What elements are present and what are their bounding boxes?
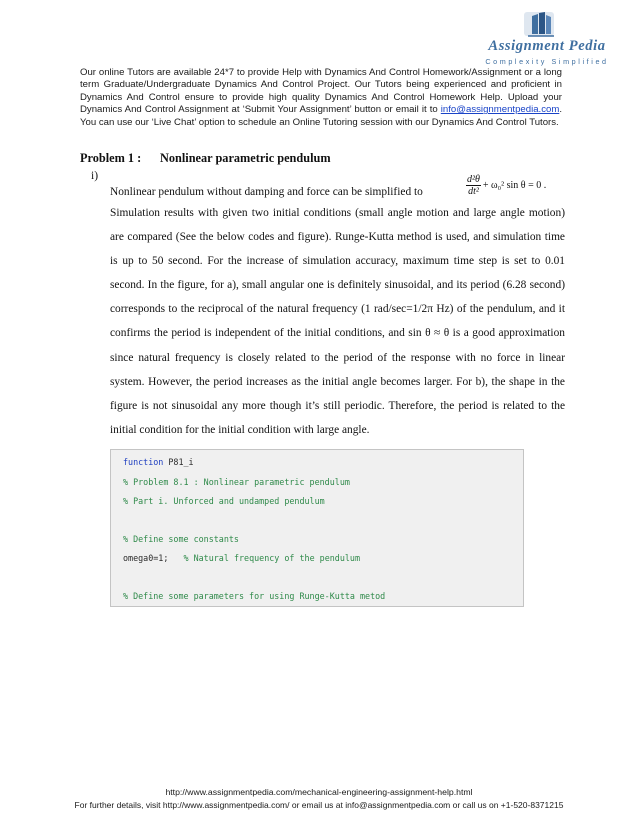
code-function-name: P81_i [163,457,194,467]
code-line-comment-problem: % Problem 8.1 : Nonlinear parametric pendulum [123,477,350,487]
brand-logo [472,8,622,70]
problem-heading [80,151,331,166]
problem-paragraph: Simulation results with given two initial conditions (small angle motion and large angle motion) are compared (See the below codes and figure). Runge-Kutta method is used, and simulation time is up to 50 second. For the increase of simulation accuracy, maximum time step is set to 0.01 second. In the figure, for a), small angular one is definitely sinusoidal, and its period (6.28 second) corresponds to the reciprocal of the natural frequency (1 rad/sec=1/2π Hz) of the pendulum, and it confirms the period is independent of the initial conditions, and sin θ ≈ θ is a good approximation since natural frequency is closely related to the period of the response with no force in linear system. However, the period increases as the initial angle becomes larger. For b), the shape in the figure is not sinusoidal any more though it’s still periodic. Therefore, the period is related to the initial condition for the initial condition with large angle. [110,207,565,436]
code-line-comment-part: % Part i. Unforced and undamped pendulum [123,496,325,506]
code-inline-comment: % Natural frequency of the pendulum [168,553,360,563]
problem-first-line [110,174,565,198]
problem-title: Nonlinear parametric pendulum [160,151,331,165]
first-line-text: Nonlinear pendulum without damping and force can be simplified to [110,186,423,198]
brand-name: Assignment Pedia [488,38,606,54]
code-line-function [123,457,194,467]
equation-numerator: d²θ [467,174,480,185]
book-pedia-icon [520,8,560,42]
part-label: i) [91,170,99,182]
intro-text: Our online Tutors are available 24*7 to provide Help with Dynamics And Control Homework/Assignment or a long term Graduate/Undergraduate Dynamics And Control Project. Our Tutors being experienced and proficient in Dynamics And Control ensure to provide high quality Dynamics And Control Homework Help. Upload your Dynamics And Control Assignment at ‘Submit Your Assignment’ button or email it to [80,67,562,116]
intro-paragraph [80,67,562,129]
equation-fraction [466,174,481,197]
code-line-omega [123,553,360,563]
pendulum-equation [466,174,546,197]
footer-contact: For further details, visit http://www.assignmentpedia.com/ or email us at info@assignmentpedia.com or call us on +1-520-8371215 [74,800,564,810]
code-assignment: omega0=1; [123,553,169,563]
equation-rest: + ω₀² sin θ = 0 . [482,179,547,191]
equation-denominator: dt² [468,186,479,197]
problem-number: Problem 1 : [80,151,142,165]
code-line-comment-params: % Define some parameters for using Runge-Kutta metod [123,591,386,601]
code-line-comment-constants: % Define some constants [123,534,239,544]
intro-text-end: . You can use our ‘Live Chat’ option to schedule an Online Tutoring session with our Dynamics And Control Tutors. [80,104,562,128]
footer-url: http://www.assignmentpedia.com/mechanical-engineering-assignment-help.html [165,787,473,797]
code-keyword: function [123,457,164,467]
brand-tagline: Complexity Simplified [485,57,609,66]
email-link[interactable]: info@assignmentpedia.com [440,104,560,116]
code-block [110,449,524,607]
